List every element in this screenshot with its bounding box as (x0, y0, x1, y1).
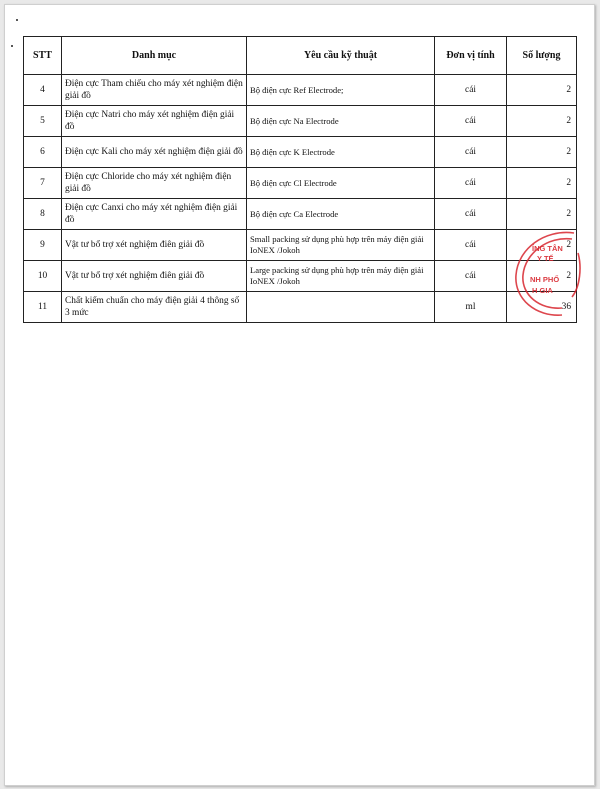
stamp-text-line: Y TẾ (537, 254, 554, 263)
scan-speck (16, 19, 18, 21)
row-stt: 10 (24, 261, 62, 292)
row-requirement: Bộ điện cực Na Electrode (247, 106, 435, 137)
row-stt: 7 (24, 168, 62, 199)
row-unit: cái (435, 168, 507, 199)
row-category: Điện cực Tham chiếu cho máy xét nghiệm điện giải đồ (62, 75, 247, 106)
row-stt: 9 (24, 230, 62, 261)
supply-requirements-table (23, 36, 577, 323)
row-requirement: Bộ điện cực Ca Electrode (247, 199, 435, 230)
row-stt: 4 (24, 75, 62, 106)
row-category: Điện cực Natri cho máy xét nghiệm điện giải đồ (62, 106, 247, 137)
table-row (24, 199, 577, 230)
row-category: Điện cực Chloride cho máy xét nghiệm điện giải đồ (62, 168, 247, 199)
table-row (24, 75, 577, 106)
table-row (24, 137, 577, 168)
row-category: Vật tư bổ trợ xét nghiệm điên giải đồ (62, 261, 247, 292)
row-stt: 8 (24, 199, 62, 230)
row-unit: cái (435, 106, 507, 137)
table-row (24, 106, 577, 137)
row-category: Chất kiểm chuẩn cho máy điện giải 4 thông số 3 mức (62, 292, 247, 323)
row-requirement: Small packing sử dụng phù hợp trên máy điện giải IoNEX /Jokoh (247, 230, 435, 261)
header-stt: STT (24, 37, 62, 75)
row-category: Vật tư bổ trợ xét nghiệm điên giải đồ (62, 230, 247, 261)
stamp-text-line: H GIA (532, 286, 553, 295)
row-unit: cái (435, 137, 507, 168)
row-quantity: 2 (507, 137, 577, 168)
row-category: Điện cực Kali cho máy xét nghiệm điện giải đồ (62, 137, 247, 168)
row-requirement (247, 292, 435, 323)
row-unit: cái (435, 230, 507, 261)
row-quantity: 2 (507, 106, 577, 137)
stamp-text-line: NH PHỐ (530, 275, 560, 284)
row-quantity: 2 (507, 75, 577, 106)
row-unit: ml (435, 292, 507, 323)
row-category: Điện cực Canxi cho máy xét nghiệm điện giải đồ (62, 199, 247, 230)
row-requirement: Bộ điện cực Cl Electrode (247, 168, 435, 199)
row-quantity: 2 (507, 230, 577, 261)
scan-speck (11, 45, 13, 47)
row-stt: 6 (24, 137, 62, 168)
table-row (24, 292, 577, 323)
row-quantity: 2 (507, 168, 577, 199)
row-stt: 11 (24, 292, 62, 323)
row-unit: cái (435, 75, 507, 106)
header-quantity: Số lượng (507, 37, 577, 75)
row-quantity: 2 (507, 261, 577, 292)
header-category: Danh mục (62, 37, 247, 75)
row-unit: cái (435, 261, 507, 292)
stamp-text-line: ÍNG TÂN (532, 244, 563, 253)
row-unit: cái (435, 199, 507, 230)
row-requirement: Large packing sử dụng phù hợp trên máy điện giải IoNEX /Jokoh (247, 261, 435, 292)
table-row (24, 230, 577, 261)
table-header-row (24, 37, 577, 75)
header-requirement: Yêu cầu kỹ thuật (247, 37, 435, 75)
header-unit: Đơn vị tính (435, 37, 507, 75)
row-quantity: 2 (507, 199, 577, 230)
row-requirement: Bộ điện cực Ref Electrode; (247, 75, 435, 106)
row-stt: 5 (24, 106, 62, 137)
table-row (24, 168, 577, 199)
row-quantity: 36 (507, 292, 577, 323)
document-page (4, 4, 595, 786)
table-row (24, 261, 577, 292)
row-requirement: Bộ điện cực K Electrode (247, 137, 435, 168)
